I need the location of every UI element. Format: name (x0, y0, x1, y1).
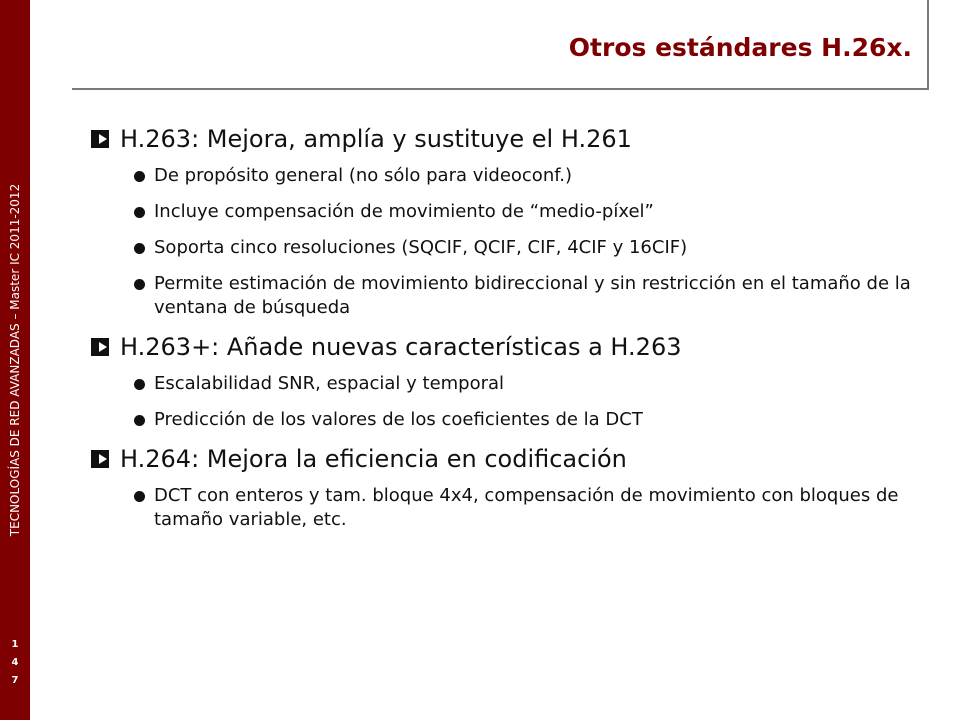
list-item (90, 408, 920, 432)
page-digit: 1 (11, 639, 19, 650)
sub-list (90, 484, 920, 532)
list-item (90, 164, 920, 188)
slide-content (90, 124, 920, 544)
page-digit: 7 (11, 675, 19, 686)
list-item-text: Soporta cinco resoluciones (SQCIF, QCIF, CIF, 4CIF y 16CIF) (154, 237, 688, 258)
page-number (0, 636, 30, 690)
section-h263 (90, 124, 920, 320)
section-heading-text: H.264: Mejora la eficiencia en codificación (120, 445, 627, 473)
list-item (90, 372, 920, 396)
title-rule-vertical (927, 0, 929, 90)
section-h263plus (90, 332, 920, 432)
list-item (90, 236, 920, 260)
list-item-text: Predicción de los valores de los coeficientes de la DCT (154, 409, 643, 430)
slide-title: Otros estándares H.26x. (568, 33, 912, 62)
list-item (90, 200, 920, 224)
section-heading (90, 444, 920, 474)
section-heading (90, 332, 920, 362)
section-heading-text: H.263: Mejora, amplía y sustituye el H.261 (120, 125, 632, 153)
sub-list (90, 164, 920, 320)
list-item (90, 484, 920, 532)
section-heading-text: H.263+: Añade nuevas características a H.263 (120, 333, 682, 361)
round-bullet-icon (134, 279, 145, 290)
side-band (0, 0, 30, 720)
square-bullet-icon (90, 447, 116, 471)
list-item-text: Escalabilidad SNR, espacial y temporal (154, 373, 505, 394)
page-digit: 4 (11, 657, 19, 668)
round-bullet-icon (134, 171, 145, 182)
list-item-text: Permite estimación de movimiento bidireccional y sin restricción en el tamaño de la ventana de búsqueda (154, 273, 911, 318)
section-heading (90, 124, 920, 154)
list-item-text: De propósito general (no sólo para videoconf.) (154, 165, 572, 186)
list-item-text: DCT con enteros y tam. bloque 4x4, compensación de movimiento con bloques de tamaño variable, etc. (154, 485, 899, 530)
title-rule-horizontal (72, 88, 929, 90)
section-h264 (90, 444, 920, 532)
round-bullet-icon (134, 379, 145, 390)
sidebar-course-text: TECNOLOGÍAS DE RED AVANZADAS – Master IC 2011-2012 (8, 183, 22, 537)
list-item-text: Incluye compensación de movimiento de “medio-píxel” (154, 201, 654, 222)
round-bullet-icon (134, 207, 145, 218)
list-item (90, 272, 920, 320)
square-bullet-icon (90, 127, 116, 151)
round-bullet-icon (134, 243, 145, 254)
sub-list (90, 372, 920, 432)
round-bullet-icon (134, 415, 145, 426)
square-bullet-icon (90, 335, 116, 359)
round-bullet-icon (134, 491, 145, 502)
